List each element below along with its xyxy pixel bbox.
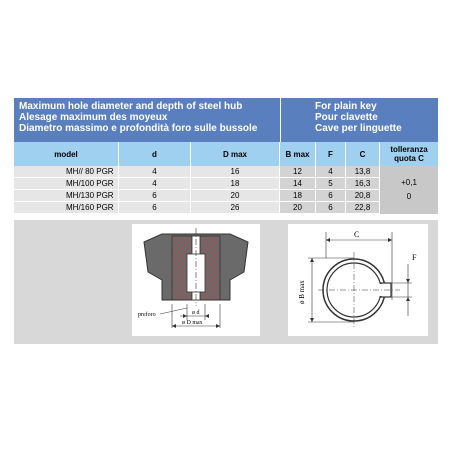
table-row-4-model: MH/160 PGR — [14, 202, 119, 214]
table-row-1-model: MH// 80 PGR — [14, 166, 119, 178]
table-row-4-dmax: 26 — [191, 202, 280, 214]
table-row-1-bmax: 12 — [280, 166, 316, 178]
table-row-4-c: 22,8 — [346, 202, 380, 214]
key-title-band — [280, 98, 438, 142]
table-row-2-f: 5 — [316, 178, 346, 190]
tolerance-cell — [380, 166, 438, 214]
table-row-2-d: 4 — [119, 178, 191, 190]
title-it: Diametro massimo e profondità foro sulle bussole — [19, 123, 258, 134]
keyway-drawing — [288, 224, 428, 336]
col-header-dmax: D max — [191, 142, 280, 166]
table-row-4-f: 6 — [316, 202, 346, 214]
table-row-3-model: MH/130 PGR — [14, 190, 119, 202]
col-header-f: F — [316, 142, 346, 166]
hub-section-svg — [132, 224, 260, 336]
table-row-4-bmax: 20 — [280, 202, 316, 214]
table-row-1-dmax: 16 — [191, 166, 280, 178]
table-row-3-bmax: 18 — [280, 190, 316, 202]
label-bmax: ø B max — [298, 280, 306, 304]
label-preforo: preforo — [138, 312, 156, 318]
table-row-3-d: 6 — [119, 190, 191, 202]
table-row-1-d: 4 — [119, 166, 191, 178]
tolerance-header-line2: quota C — [394, 154, 424, 163]
col-header-bmax: B max — [280, 142, 316, 166]
hub-section-drawing — [132, 224, 260, 336]
col-header-d: d — [119, 142, 191, 166]
table-row-2-dmax: 18 — [191, 178, 280, 190]
key-title-it: Cave per linguette — [315, 123, 402, 134]
key-title-fr: Pour clavette — [315, 112, 378, 123]
table-row-3-f: 6 — [316, 190, 346, 202]
title-fr: Alesage maximum des moyeux — [19, 112, 168, 123]
table-row-3-c: 20,8 — [346, 190, 380, 202]
label-f: F — [412, 253, 417, 262]
table-row-2-c: 16,3 — [346, 178, 380, 190]
key-title-en: For plain key — [315, 101, 377, 112]
title-en: Maximum hole diameter and depth of steel hub — [19, 101, 243, 112]
keyway-svg — [288, 224, 428, 336]
table-row-1-f: 4 — [316, 166, 346, 178]
tolerance-plus: +0,1 — [401, 178, 417, 187]
table-row-1-c: 13,8 — [346, 166, 380, 178]
label-d: ø d — [192, 310, 200, 316]
tolerance-zero: 0 — [406, 192, 412, 201]
label-dmax: ø D max — [182, 320, 203, 326]
table-row-2-bmax: 14 — [280, 178, 316, 190]
table-row-2-model: MH/100 PGR — [14, 178, 119, 190]
col-header-tolerance — [380, 142, 438, 166]
table-row-3-dmax: 20 — [191, 190, 280, 202]
col-header-c: C — [346, 142, 380, 166]
label-c: C — [354, 230, 360, 239]
table-row-4-d: 6 — [119, 202, 191, 214]
col-header-model: model — [14, 142, 119, 166]
tolerance-header-line1: tolleranza — [390, 145, 428, 154]
